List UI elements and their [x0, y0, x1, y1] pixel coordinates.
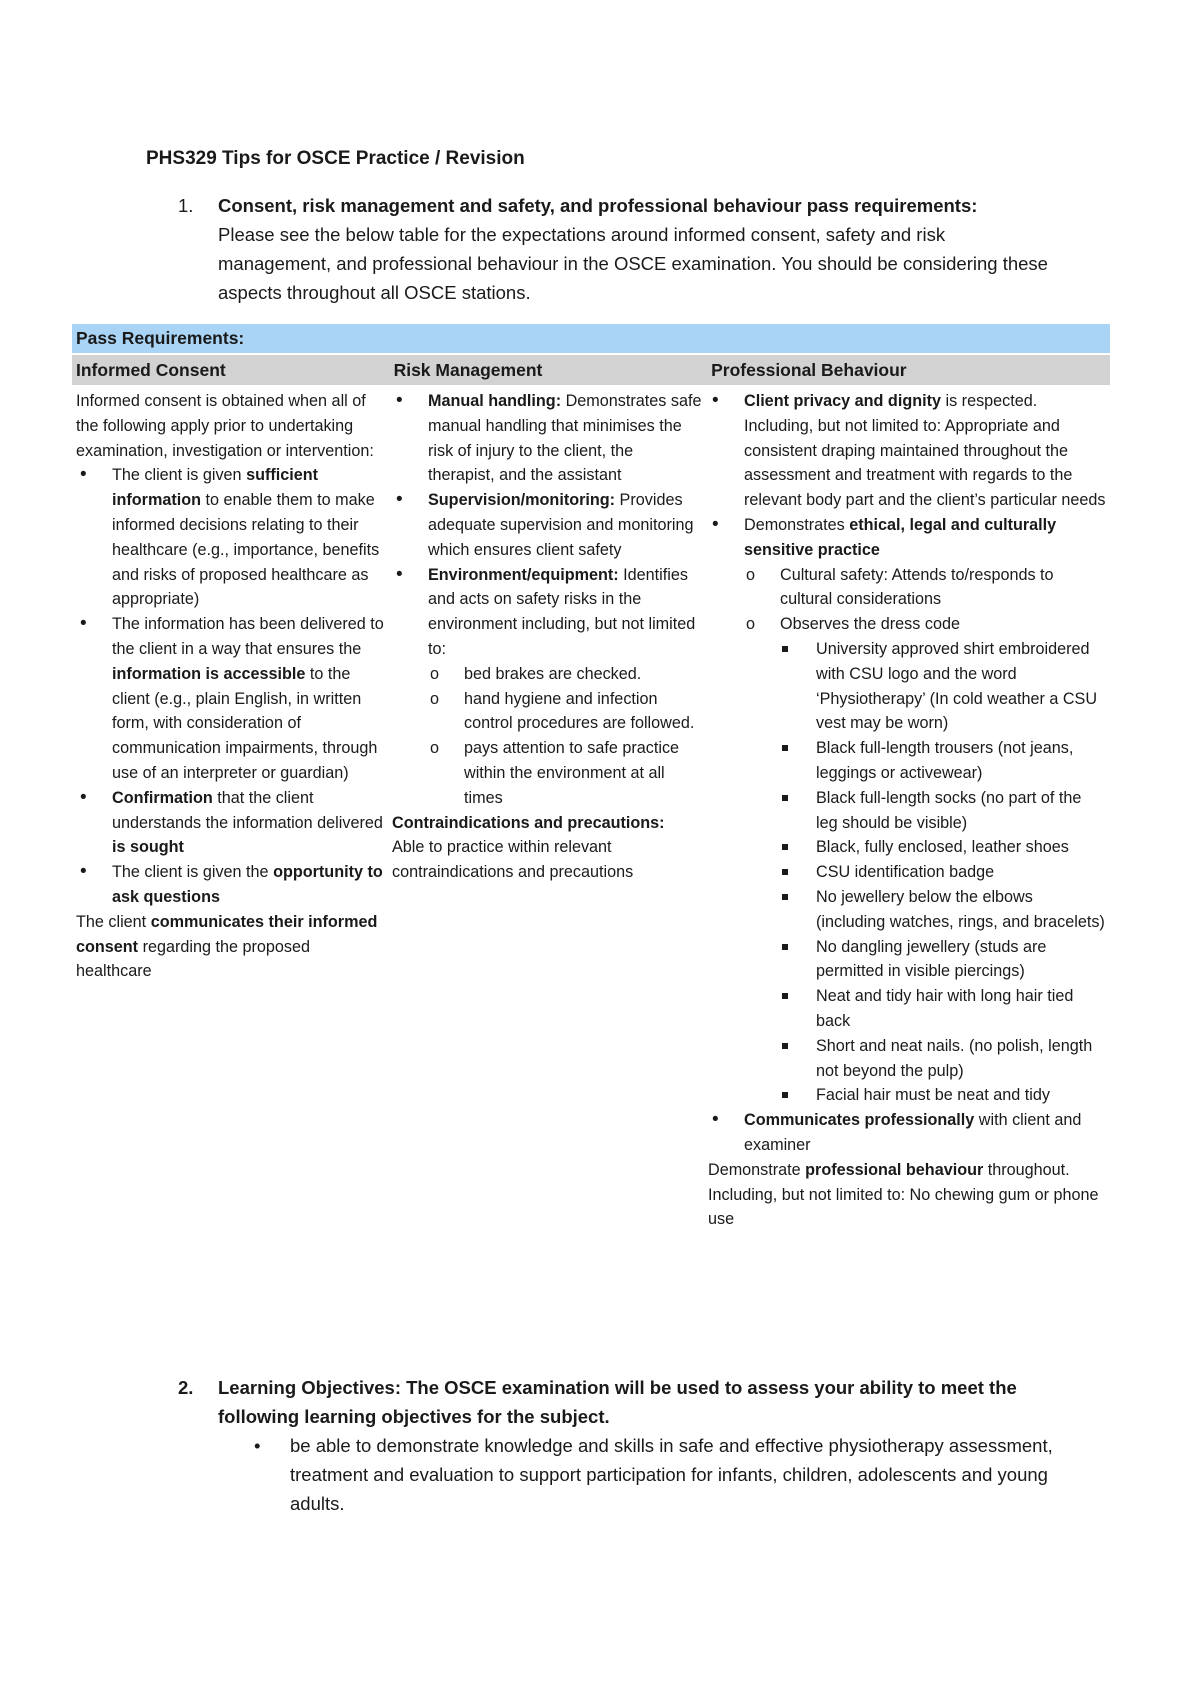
list-item: • Supervision/monitoring: Provides adequate supervision and monitoring which ensures client safety [428, 488, 704, 562]
list-item: • The client is given the opportunity to ask questions [112, 860, 388, 910]
section-2-number: 2. [178, 1377, 194, 1398]
professional-behaviour-cell [704, 389, 1106, 1232]
list-item: Black full-length socks (no part of the leg should be visible) [816, 786, 1106, 836]
list-item: Neat and tidy hair with long hair tied back [816, 984, 1106, 1034]
learning-objectives-list [218, 1431, 1058, 1518]
consent-closing: The client communicates their informed consent regarding the proposed healthcare [76, 912, 378, 981]
contraindications-text: Able to practice within relevant contraindications and precautions [392, 838, 634, 882]
table-body-row [72, 389, 1110, 1232]
header-risk-management: Risk Management [393, 360, 543, 380]
list-item: CSU identification badge [816, 860, 1106, 885]
table-header-row [72, 355, 1110, 385]
informed-consent-cell [72, 389, 388, 1232]
list-item: • The client is given sufficient information to enable them to make informed decisions relating to their healthcare (e.g., importance, benefits and risks of proposed healthcare as appropriate) [112, 463, 388, 612]
list-item: • Manual handling: Demonstrates safe manual handling that minimises the risk of injury to the client, the therapist, and the assistant [428, 389, 704, 488]
list-item: • Confirmation that the client understands the information delivered is sought [112, 786, 388, 860]
list-item: • Environment/equipment: Identifies and acts on safety risks in the environment including, but not limited to: o bed brakes are checked. o hand hygiene and infection control procedures are followed. o pays attention to safe practice within the environment at all times [428, 563, 704, 811]
list-item: o pays attention to safe practice within the environment at all times [464, 736, 704, 810]
list-item: • be able to demonstrate knowledge and skills in safe and effective physiotherapy assessment, treatment and evaluation to support participation for infants, children, adolescents and young adults. [290, 1431, 1058, 1518]
list-item: • The information has been delivered to the client in a way that ensures the information is accessible to the client (e.g., plain English, in written form, with consideration of communication impairments, through use of an interpreter or guardian) [112, 612, 388, 786]
list-item: o Cultural safety: Attends to/responds to cultural considerations [780, 563, 1106, 613]
section-1-number: 1. [178, 195, 194, 216]
dress-code-list [780, 637, 1106, 1108]
section-2-heading: Learning Objectives: The OSCE examination will be used to assess your ability to meet the following learning objectives for the subject. [218, 1377, 1017, 1427]
section-1-heading: Consent, risk management and safety, and professional behaviour pass requirements: [218, 195, 978, 216]
risk-list [392, 389, 704, 811]
list-item: No jewellery below the elbows (including watches, rings, and bracelets) [816, 885, 1106, 935]
page-title: PHS329 Tips for OSCE Practice / Revision [146, 148, 525, 169]
list-item: University approved shirt embroidered with CSU logo and the word ‘Physiotherapy’ (In cold weather a CSU vest may be worn) [816, 637, 1106, 736]
section-1-text: Please see the below table for the expectations around informed consent, safety and risk management, and professional behaviour in the OSCE examination. You should be considering these aspects throughout all OSCE stations. [218, 224, 1048, 303]
header-professional-behaviour: Professional Behaviour [711, 360, 907, 380]
list-item: o bed brakes are checked. [464, 662, 704, 687]
list-item: o Observes the dress code University approved shirt embroidered with CSU logo and the word ‘Physiotherapy’ (In cold weather a CSU vest may be worn) Black full-length trousers (not jeans, leggings or activewear) Black full-length socks (no part of the leg should be visible) Black, fully enclosed, leather shoes CSU identification badge No jewellery below the elbows (including watches, rings, and bracelets) No dangling jewellery (studs are permitted in visible piercings) Neat and tidy hair with long hair tied back Short and neat nails. (no polish, length not beyond the pulp) Facial hair must be neat and tidy [780, 612, 1106, 1108]
contraindications-heading: Contraindications and precautions: [392, 813, 665, 832]
consent-list [76, 463, 388, 909]
pass-requirements-label: Pass Requirements: [72, 324, 1110, 355]
list-item: Short and neat nails. (no polish, length not beyond the pulp) [816, 1034, 1106, 1084]
list-item: o hand hygiene and infection control procedures are followed. [464, 687, 704, 737]
consent-intro: Informed consent is obtained when all of the following apply prior to undertaking examination, investigation or intervention: [76, 392, 374, 460]
list-item: • Client privacy and dignity is respected. Including, but not limited to: Appropriate and consistent draping maintained throughout the assessment and treatment with regards to the relevant body part and the client’s particular needs [744, 389, 1106, 513]
professional-closing: Demonstrate professional behaviour throughout. Including, but not limited to: No chewing gum or phone use [708, 1160, 1099, 1229]
risk-management-cell [388, 389, 704, 1232]
professional-list [708, 389, 1106, 1158]
header-informed-consent: Informed Consent [76, 360, 226, 380]
list-item: Black, fully enclosed, leather shoes [816, 835, 1106, 860]
list-item: • Demonstrates ethical, legal and culturally sensitive practice o Cultural safety: Attends to/responds to cultural considerations o Observes the dress code University approved shirt embroidered with CSU logo and the word ‘Physiotherapy’ (In cold weather a CSU vest may be worn) Black full-length trousers (not jeans, leggings or activewear) Black full-length socks (no part of the leg should be visible) Black, fully enclosed, leather shoes CSU identification badge No jewellery below the elbows (including watches, rings, and bracelets) No dangling jewellery (studs are permitted in visible piercings) Neat and tidy hair with long hair tied back Short and neat nails. (no polish, length not beyond the pulp) Facial hair must be neat and tidy [744, 513, 1106, 1108]
pass-requirements-table [72, 324, 1110, 1232]
list-item: • Communicates professionally with client and examiner [744, 1108, 1106, 1158]
ethical-sublist [744, 563, 1106, 1109]
list-item: Black full-length trousers (not jeans, leggings or activewear) [816, 736, 1106, 786]
list-item: No dangling jewellery (studs are permitted in visible piercings) [816, 935, 1106, 985]
section-1 [178, 191, 1058, 307]
list-item: Facial hair must be neat and tidy [816, 1083, 1106, 1108]
section-2 [178, 1373, 1058, 1518]
environment-sublist [428, 662, 704, 811]
